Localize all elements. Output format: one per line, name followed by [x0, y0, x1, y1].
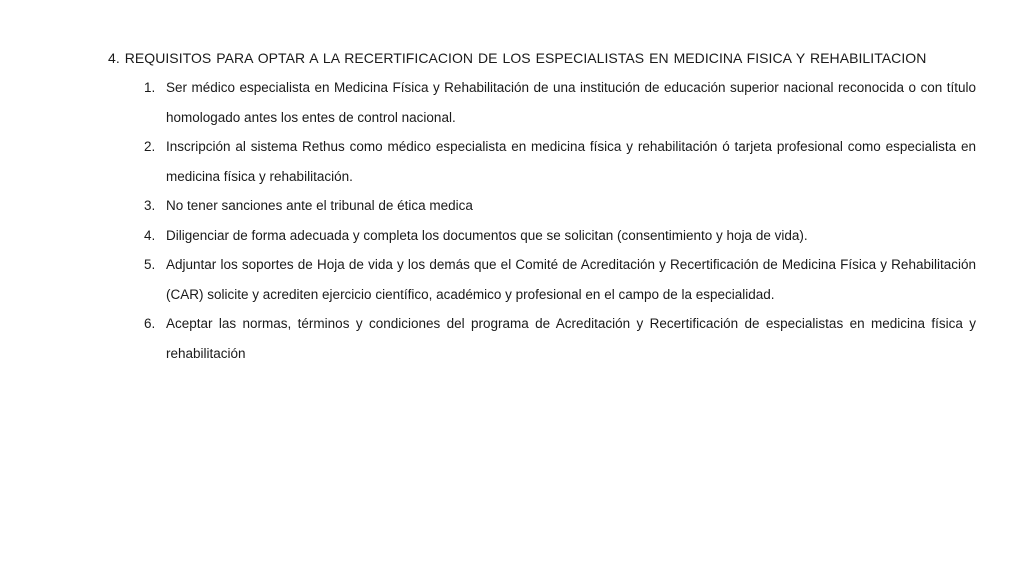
list-item-number: 4. — [144, 227, 156, 243]
list-item-number: 1. — [144, 80, 156, 95]
list-item-text: No tener sanciones ante el tribunal de ética medica — [166, 198, 473, 213]
list-item-text: Ser médico especialista en Medicina Física y Rehabilitación de una institución de educación superior nacional reconocida o con título homologado antes los entes de control nacional. — [166, 80, 976, 125]
list-item — [0, 132, 1024, 191]
list-item-text: Adjuntar los soportes de Hoja de vida y los demás que el Comité de Acreditación y Recertificación de Medicina Física y Rehabilitación (CAR) solicite y acrediten ejercicio científico, académico y profesional en el campo de la especialidad. — [166, 257, 976, 302]
list-item-number: 6. — [144, 316, 156, 331]
list-item — [0, 73, 1024, 132]
list-item-text: Inscripción al sistema Rethus como médico especialista en medicina física y rehabilitación ó tarjeta profesional como especialista en medicina física y rehabilitación. — [166, 139, 976, 184]
list-item-number: 5. — [144, 257, 156, 272]
list-item-number: 2. — [144, 139, 156, 154]
list-item — [0, 250, 1024, 309]
list-item-number: 3. — [144, 198, 156, 213]
section-heading: 4. REQUISITOS PARA OPTAR A LA RECERTIFICACION DE LOS ESPECIALISTAS EN MEDICINA FISICA Y REHABILITACION — [108, 50, 927, 66]
list-item-text: Diligenciar de forma adecuada y completa los documentos que se solicitan (consentimiento y hoja de vida). — [166, 227, 808, 243]
requirements-list — [0, 73, 1024, 368]
list-item — [0, 309, 1024, 368]
list-item — [0, 191, 1024, 221]
list-item-text: Aceptar las normas, términos y condiciones del programa de Acreditación y Recertificación de especialistas en medicina física y rehabilitación — [166, 316, 976, 361]
list-item — [0, 221, 1024, 251]
